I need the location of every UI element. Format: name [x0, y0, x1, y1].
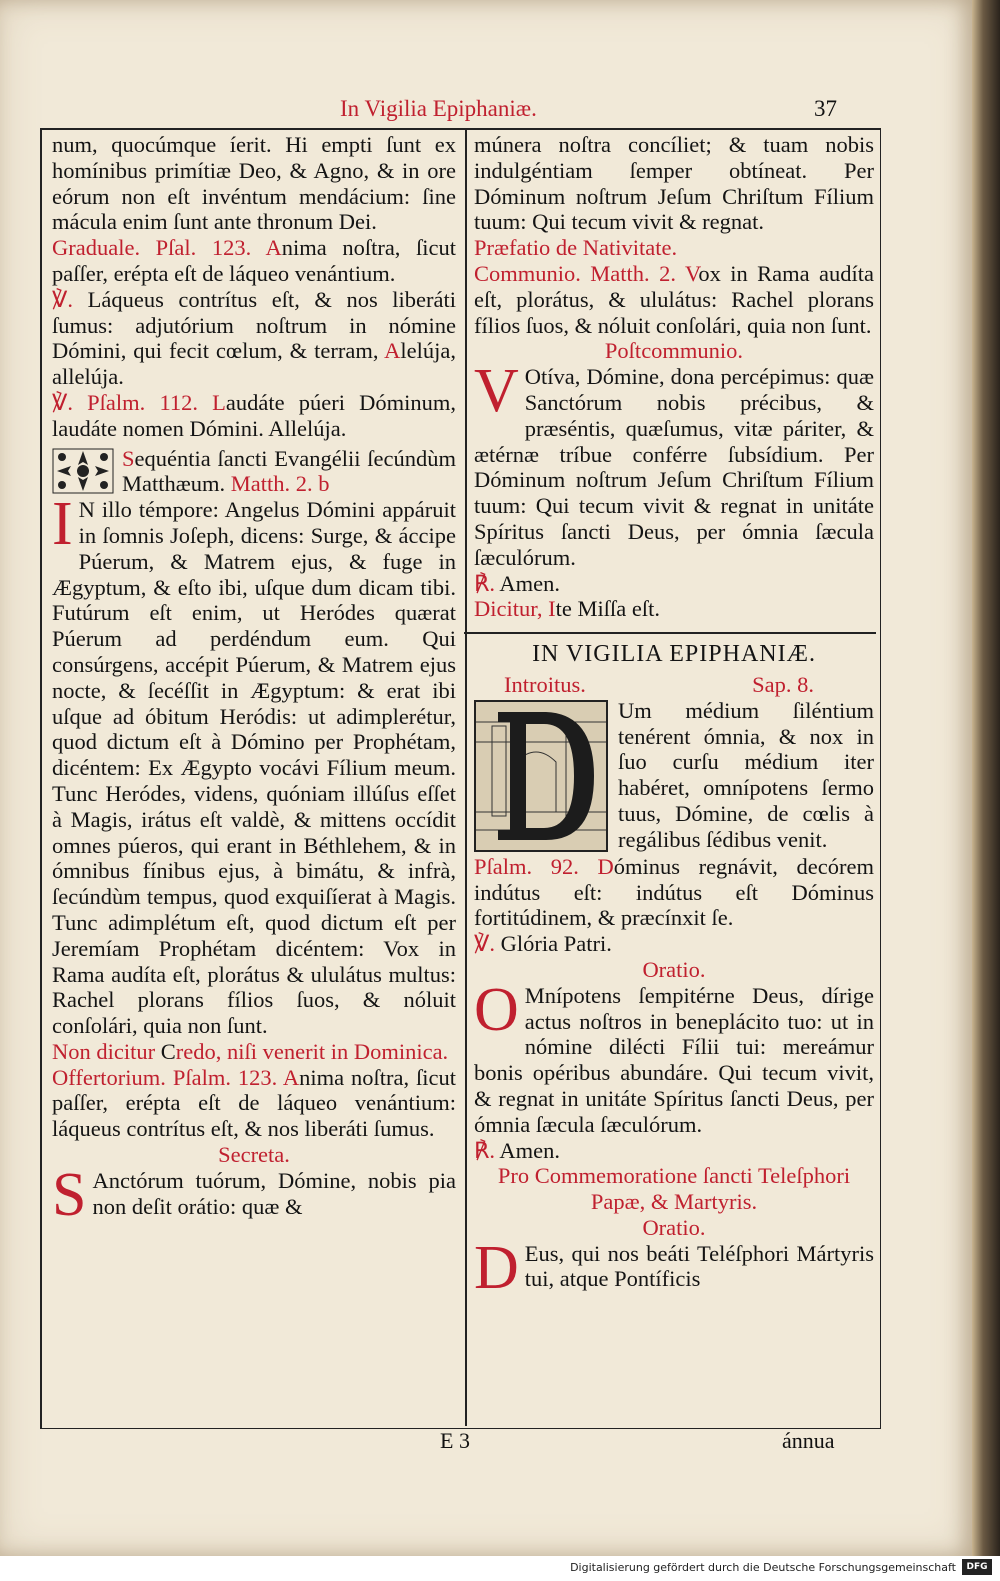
text: ox in Rama audíta eſt, plorátus, & ululátus: Rachel plorans fílios ſuos, & nóluit conſolári, quia non ſunt.: [474, 260, 874, 338]
response-symbol: ℟.: [474, 1137, 496, 1163]
text: equéntia ſancti Evangélii ſecúndùm Matthæum.: [122, 445, 456, 497]
drop-cap: S: [52, 1160, 87, 1229]
rubric: Non dicitur: [52, 1038, 161, 1064]
signature-mark: E 3: [440, 1428, 470, 1453]
initial: D: [597, 853, 614, 879]
text: N illo témpore: Angelus Dómini appáruit in ſomnis Joſeph, dicens: Surge, & áccipe Púerum, & Matrem ejus, & fuge in Ægyptum, & eſto ibi, uſque dum dicam tibi. Futúrum eſt enim, ut Heródes quærat Púerum ad perdéndum eum. Qui consúrgens, accépit Púerum, & Matrem ejus nocte, & ſecéſſit in Ægyptum: & erat ibi uſque ad óbitum Heródis: ut adimplerétur, quod dictum eſt à Dómino per Prophétam, dicéntem: Ex Ægypto vocávi Fílium meum. Tunc Heródes, videns, quóniam illúſus eſſet à Magis, irátus eſt valdè, & mittens occídit omnes púeros, qui erant in Béthlehem, & in ómnibus fínibus ejus, à bimátu, & infrà, ſecúndùm tempus, quod exquiſíerat à Magis. Tunc adimplétum eſt, quod dictum eſt per Jeremíam Prophétam dicéntem: Vox in Rama audíta eſt, plorátus & ululátus multus: Rachel plorans fílios ſuos, & nóluit conſolári, quia non ſunt.: [52, 497, 456, 1039]
communion: [474, 261, 874, 338]
left-column: [52, 132, 457, 1229]
digitization-credit: Digitalisierung gefördert durch die Deutsche Forschungsgemeinschaft: [570, 1561, 956, 1574]
response-symbol: ℟.: [474, 570, 496, 596]
gradual: [52, 235, 456, 287]
page-edge: [972, 0, 1000, 1556]
psalm: [474, 854, 874, 931]
initial: I: [548, 596, 556, 622]
section-heading: Oratio.: [642, 1214, 706, 1240]
postcommunion: [474, 357, 874, 570]
collect: [474, 1233, 874, 1302]
rubric: Præfatio de Nativitate.: [474, 235, 678, 261]
text: óminus regnávit, decórem indútus eſt: indútus eſt Dóminus fortitúdinem, & præcínxit ſe.: [474, 853, 874, 931]
rubric: niſi venerit in Dominica.: [226, 1038, 449, 1064]
versicle-symbol: ℣.: [474, 931, 496, 957]
text: Láqueus contrítus eſt, & nos liberáti ſumus: adjutórium noſtrum in nómine Dómini, qui fecit cœlum, & terram,: [52, 286, 457, 364]
secret: [52, 1160, 456, 1229]
response: [474, 571, 874, 597]
text: Mnípotens ſempitérne Deus, dírige actus noſtros in beneplácito tuo: ut in nómine dilécti Fílii tui: mereámur bonis opéribus abundáre. Qui tecum vivit, & regnat in unitáte Spíritus ſancti Deus, per ómnia ſæcula ſæculórum.: [474, 982, 874, 1137]
sequence-heading: [52, 446, 456, 498]
drop-cap: O: [474, 975, 519, 1044]
rubric: Offertorium. Pſalm. 123.: [52, 1064, 278, 1090]
rubric: Dicitur,: [474, 596, 549, 622]
text: Otíva, Dómine, dona percépimus: quæ Sanctórum nobis précibus, & præséntis, quæſumus, vitæ páriter, & ætérnæ tríbue conférre ſubsídium. Per Dóminum noſtrum Jeſum Chriſtum Fílium tuum: Qui tecum vivit & regnat in unitáte Spíritus ſancti Deus, per ómnia ſæcula ſæculórum.: [474, 364, 874, 570]
reference: Matth. 2. b: [230, 471, 330, 497]
text: nima noſtra, ſicut paſſer, erépta eſt de láqueo venántium.: [52, 235, 456, 286]
section-heading: Poſtcommunio.: [604, 338, 744, 364]
section-heading: Oratio.: [642, 956, 706, 982]
text: nima noſtra, ſicut paſſer, erépta eſt de láqueo venántium: láqueus contrítus eſt, & nos liberáti ſumus.: [52, 1064, 456, 1142]
text: Glória Patri.: [500, 931, 612, 957]
credo-rubric: [52, 1039, 456, 1065]
feast-title: IN VIGILIA EPIPHANIÆ.: [532, 641, 816, 668]
collect: [474, 975, 874, 1138]
offertory: [52, 1065, 456, 1142]
text: Anctórum tuórum, Dómine, nobis pia non deſit orátio: quæ &: [92, 1167, 456, 1219]
reference: Sap. 8.: [752, 671, 814, 697]
drop-cap: D: [474, 1233, 519, 1302]
page-number: 37: [814, 96, 837, 121]
response: [474, 1138, 874, 1164]
rubric: Communio. Matth. 2.: [474, 260, 676, 286]
section-heading: Secreta.: [218, 1142, 290, 1168]
rubric: ℣. Pſalm. 112.: [52, 389, 198, 415]
dfg-logo-icon: DFG: [962, 1559, 992, 1575]
introit: [474, 698, 874, 853]
rubric: Graduale. Pſal. 123.: [52, 235, 252, 261]
rubric: redo,: [175, 1038, 222, 1064]
ornament-icon: [52, 448, 114, 494]
initial: A: [384, 338, 401, 364]
paragraph: múnera noſtra concíliet; & tuam nobis indulgéntiam ſemper obtíneat. Per Dóminum noſtrum Jeſum Chriſtum Fílium tuum: Qui tecum vivit & regnat.: [474, 132, 874, 235]
text: te Miſſa eſt.: [555, 596, 660, 622]
versicle: [474, 931, 874, 957]
commemoration-heading: Pro Commemoratione ſancti Teleſphori Papæ, & Martyris.: [497, 1163, 851, 1215]
text: Eus, qui nos beáti Teléſphori Mártyris tui, atque Pontíficis: [524, 1240, 874, 1292]
paragraph: num, quocúmque íerit. Hi empti ſunt ex homínibus primítiæ Deo, & Agno, & in ore eórum non eſt invéntum mendácium: ſine mácula enim ſunt ante thronum Dei.: [52, 132, 456, 235]
right-column: [474, 132, 874, 1302]
initial: A: [282, 1064, 300, 1090]
text: Amen.: [499, 1137, 561, 1163]
rubric: Pſalm. 92.: [474, 853, 579, 879]
running-header: [0, 96, 972, 124]
section-rule: [464, 632, 876, 634]
versicle: [52, 287, 456, 390]
rubric: Introitus.: [504, 671, 586, 697]
illuminated-initial-icon: [474, 700, 608, 852]
catchword: ánnua: [782, 1428, 835, 1453]
dismissal-rubric: [474, 596, 874, 622]
introit-heading: [474, 672, 874, 698]
drop-cap: V: [474, 357, 519, 426]
drop-cap: I: [52, 490, 73, 559]
initial: S: [122, 445, 135, 471]
versicle: [52, 390, 456, 442]
text: Um médium ſiléntium tenérent ómnia, & nox in ſuo curſu médium iter habéret, omnípotens ſermo tuus, Dómine, de cœlis à regálibus ſédibus venit.: [618, 697, 874, 852]
text: audáte púeri Dóminum, laudáte nomen Dómini. Allelúja.: [52, 389, 457, 441]
gospel: [52, 490, 456, 1039]
initial: A: [265, 235, 282, 261]
running-title: In Vigilia Epiphaniæ.: [340, 96, 537, 121]
initial: V: [684, 260, 699, 286]
initial: C: [160, 1038, 176, 1064]
text: Amen.: [499, 570, 561, 596]
column-divider: [465, 128, 467, 1426]
initial: L: [212, 389, 226, 415]
versicle-symbol: ℣.: [52, 286, 74, 312]
text: lelúja, allelúja.: [52, 338, 457, 390]
